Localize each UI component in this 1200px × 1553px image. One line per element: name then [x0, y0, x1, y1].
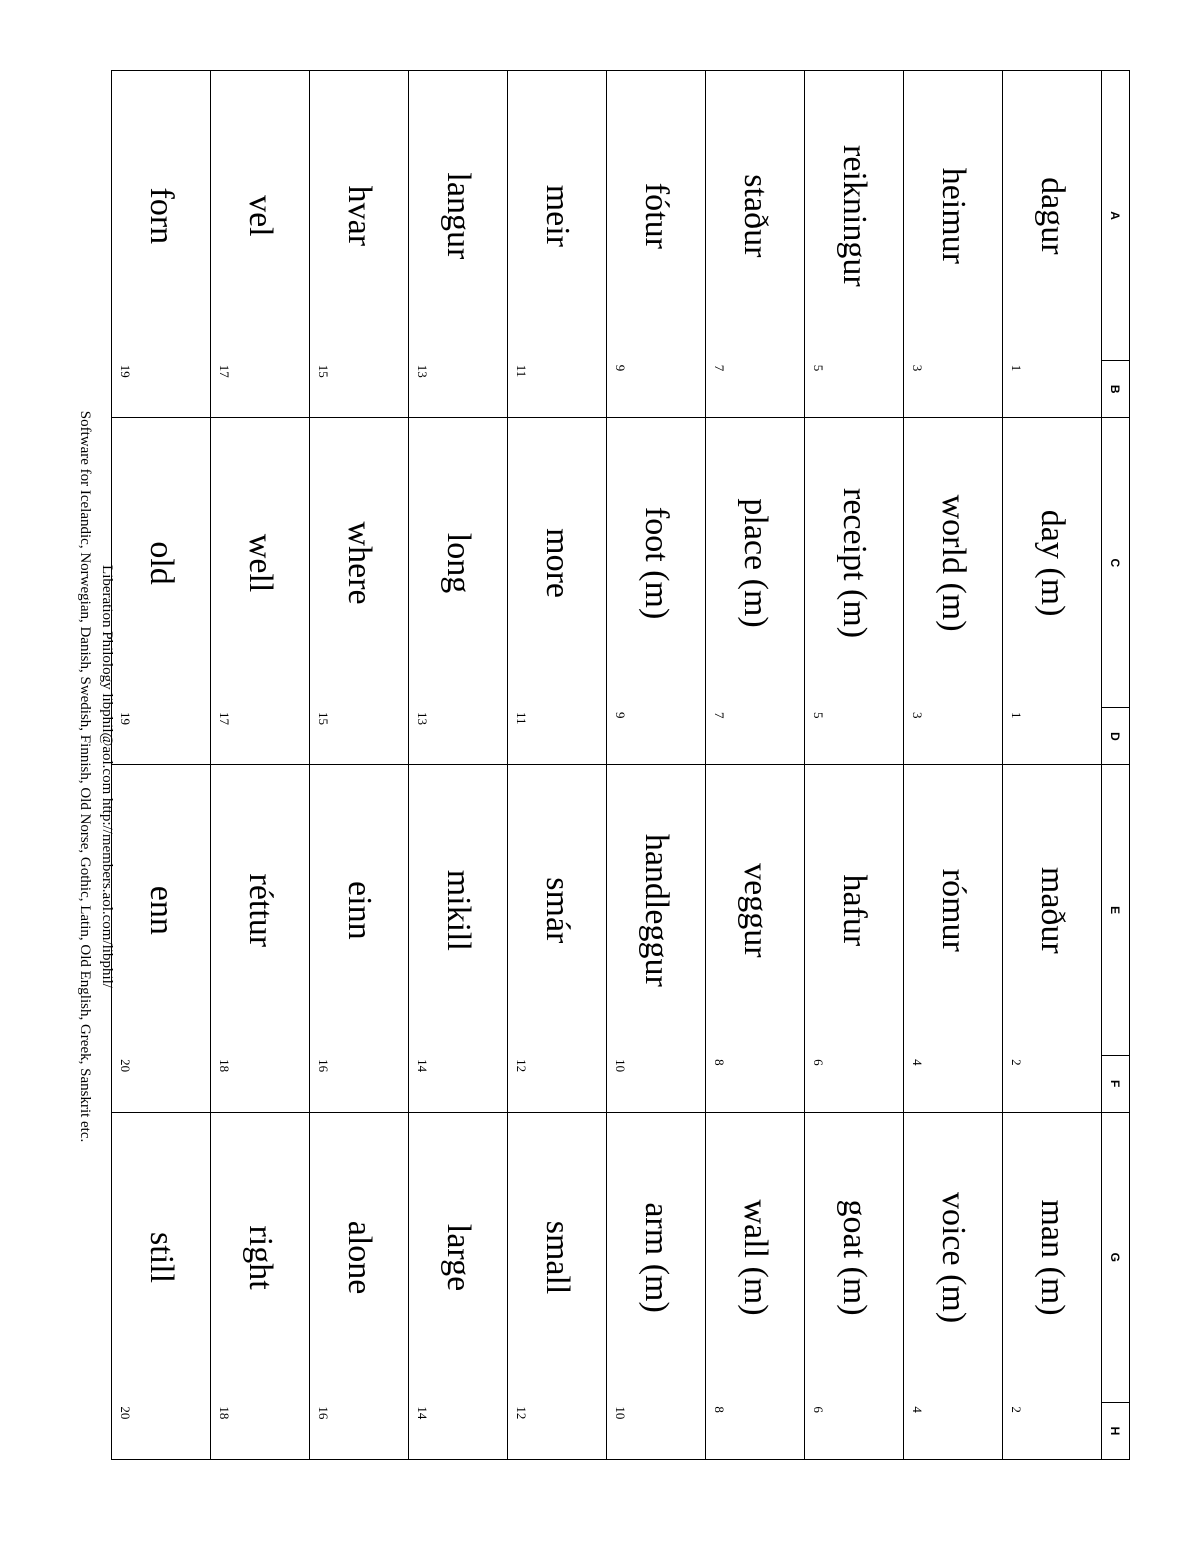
icelandic-word: enn	[112, 765, 211, 1055]
column-header-f: F	[1102, 1055, 1130, 1112]
card-number: 20	[112, 1402, 211, 1459]
icelandic-word: hvar	[310, 71, 409, 361]
card-number: 11	[508, 708, 607, 765]
english-gloss: small	[508, 1112, 607, 1402]
table-row	[706, 71, 805, 1460]
english-gloss: man (m)	[1003, 1112, 1102, 1402]
icelandic-word: veggur	[706, 765, 805, 1055]
english-gloss: old	[112, 418, 211, 708]
card-number: 16	[310, 1055, 409, 1112]
card-number: 9	[607, 361, 706, 418]
english-gloss: well	[211, 418, 310, 708]
icelandic-word: vel	[211, 71, 310, 361]
table-row	[112, 71, 211, 1460]
card-number: 20	[112, 1055, 211, 1112]
table-row	[508, 71, 607, 1460]
table-row	[211, 71, 310, 1460]
card-number: 12	[508, 1402, 607, 1459]
card-number: 5	[805, 708, 904, 765]
icelandic-word: hafur	[805, 765, 904, 1055]
card-number: 8	[706, 1055, 805, 1112]
card-number: 6	[805, 1055, 904, 1112]
card-number: 16	[310, 1402, 409, 1459]
card-number: 2	[1003, 1402, 1102, 1459]
card-number: 13	[409, 361, 508, 418]
icelandic-word: reikningur	[805, 71, 904, 361]
english-gloss: voice (m)	[904, 1112, 1003, 1402]
icelandic-word: staður	[706, 71, 805, 361]
card-number: 1	[1003, 361, 1102, 418]
card-number: 4	[904, 1055, 1003, 1112]
card-number: 19	[112, 361, 211, 418]
card-number: 15	[310, 708, 409, 765]
card-number: 1	[1003, 708, 1102, 765]
card-number: 3	[904, 361, 1003, 418]
column-header-a: A	[1102, 71, 1130, 361]
table-row	[409, 71, 508, 1460]
card-number: 3	[904, 708, 1003, 765]
card-number: 12	[508, 1055, 607, 1112]
flashcard-table	[111, 70, 1130, 1460]
card-number: 13	[409, 708, 508, 765]
icelandic-word: mikill	[409, 765, 508, 1055]
icelandic-word: maður	[1003, 765, 1102, 1055]
english-gloss: large	[409, 1112, 508, 1402]
english-gloss: arm (m)	[607, 1112, 706, 1402]
card-number: 18	[211, 1402, 310, 1459]
card-number: 15	[310, 361, 409, 418]
english-gloss: still	[112, 1112, 211, 1402]
card-number: 7	[706, 361, 805, 418]
icelandic-word: langur	[409, 71, 508, 361]
card-number: 14	[409, 1402, 508, 1459]
card-number: 17	[211, 361, 310, 418]
english-gloss: goat (m)	[805, 1112, 904, 1402]
footer-credits	[74, 0, 118, 1553]
english-gloss: where	[310, 418, 409, 708]
card-number: 4	[904, 1402, 1003, 1459]
table-row	[607, 71, 706, 1460]
table-row	[310, 71, 409, 1460]
english-gloss: world (m)	[904, 418, 1003, 708]
column-header-c: C	[1102, 418, 1130, 708]
icelandic-word: heimur	[904, 71, 1003, 361]
icelandic-word: forn	[112, 71, 211, 361]
card-number: 5	[805, 361, 904, 418]
english-gloss: more	[508, 418, 607, 708]
english-gloss: wall (m)	[706, 1112, 805, 1402]
column-header-row	[1102, 71, 1130, 1460]
icelandic-word: einn	[310, 765, 409, 1055]
footer-contact-line: Liberation Philology libphil@aol.com http://members.aol.com/libphil/	[99, 565, 115, 988]
table-row	[1003, 71, 1102, 1460]
card-number: 11	[508, 361, 607, 418]
table-row	[805, 71, 904, 1460]
english-gloss: place (m)	[706, 418, 805, 708]
card-number: 9	[607, 708, 706, 765]
icelandic-word: fótur	[607, 71, 706, 361]
card-number: 19	[112, 708, 211, 765]
card-number: 17	[211, 708, 310, 765]
english-gloss: receipt (m)	[805, 418, 904, 708]
icelandic-word: rómur	[904, 765, 1003, 1055]
card-number: 6	[805, 1402, 904, 1459]
english-gloss: alone	[310, 1112, 409, 1402]
card-number: 10	[607, 1055, 706, 1112]
icelandic-word: dagur	[1003, 71, 1102, 361]
icelandic-word: réttur	[211, 765, 310, 1055]
card-number: 7	[706, 708, 805, 765]
card-number: 18	[211, 1055, 310, 1112]
column-header-b: B	[1102, 361, 1130, 418]
icelandic-word: smár	[508, 765, 607, 1055]
card-number: 8	[706, 1402, 805, 1459]
card-number: 10	[607, 1402, 706, 1459]
column-header-d: D	[1102, 708, 1130, 765]
icelandic-word: meir	[508, 71, 607, 361]
column-header-g: G	[1102, 1112, 1130, 1402]
english-gloss: right	[211, 1112, 310, 1402]
footer-software-line: Software for Icelandic, Norwegian, Danish, Swedish, Finnish, Old Norse, Gothic, Latin, Old English, Greek, Sanskrit etc.	[77, 410, 93, 1143]
english-gloss: foot (m)	[607, 418, 706, 708]
icelandic-word: handleggur	[607, 765, 706, 1055]
english-gloss: day (m)	[1003, 418, 1102, 708]
english-gloss: long	[409, 418, 508, 708]
card-number: 14	[409, 1055, 508, 1112]
table-row	[904, 71, 1003, 1460]
card-number: 2	[1003, 1055, 1102, 1112]
column-header-h: H	[1102, 1402, 1130, 1459]
column-header-e: E	[1102, 765, 1130, 1055]
